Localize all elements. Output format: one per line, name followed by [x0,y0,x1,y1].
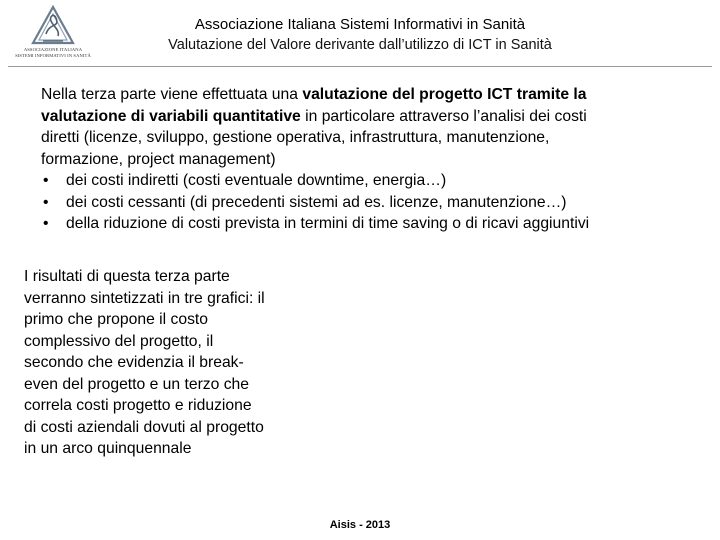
summary-line: correla costi progetto e riduzione [24,397,252,414]
page-subtitle: Valutazione del Valore derivante dall’utilizzo di ICT in Sanità [168,37,552,53]
summary-line: complessivo del progetto, il [24,332,214,350]
main-text-block [41,84,691,235]
list-item-text: della riduzione di costi prevista in termini di time saving o di ricavi aggiuntivi [66,215,590,232]
list-item [41,192,691,214]
list-item-text: dei costi indiretti (costi eventuale downtime, energia…) [66,172,447,189]
intro-line-4: formazione, project management) [41,150,276,168]
intro-line-2 [41,106,691,128]
cost-bullet-list [41,170,691,235]
logo-text-line1: ASSOCIAZIONE ITALIANA [23,47,83,52]
intro-line-2-text: in particolare attraverso l’analisi dei costi [300,107,587,125]
logo-text-line2: SISTEMI INFORMATIVI IN SANITÀ [15,52,91,58]
summary-line: even del progetto e un terzo che [24,375,250,393]
aisis-logo-icon [30,4,76,46]
bullet-icon: • [43,172,49,189]
bullet-icon: • [43,215,49,232]
intro-line-1-bold: valutazione del progetto ICT tramite la [302,86,587,103]
summary-line: I risultati di questa terza parte [24,268,230,285]
summary-line: in un arco quinquennale [24,440,192,457]
bullet-icon: • [43,193,49,211]
aisis-logo [8,4,98,66]
summary-line: secondo che evidenzia il break- [24,354,244,371]
summary-line: primo che propone il costo [24,311,208,328]
page-title: Associazione Italiana Sistemi Informativi in Sanità [194,16,526,33]
intro-line-2-bold: valutazione di variabili quantitative [41,107,301,125]
list-item-text: dei costi cessanti (di precedenti sistemi ad es. licenze, manutenzione…) [66,193,567,211]
summary-line: verranno sintetizzati in tre grafici: il [24,289,265,307]
intro-line-3: diretti (licenze, sviluppo, gestione operativa, infrastruttura, manutenzione, [41,129,550,146]
summary-line: di costi aziendali dovuti al progetto [24,418,264,436]
intro-line-1-text: Nella terza parte viene effettuata una [41,86,303,103]
summary-text-block [24,266,324,460]
list-item [41,213,691,235]
header-divider [8,66,712,67]
list-item [41,170,691,192]
footer-text: Aisis - 2013 [329,519,391,531]
intro-line-1 [41,84,691,106]
